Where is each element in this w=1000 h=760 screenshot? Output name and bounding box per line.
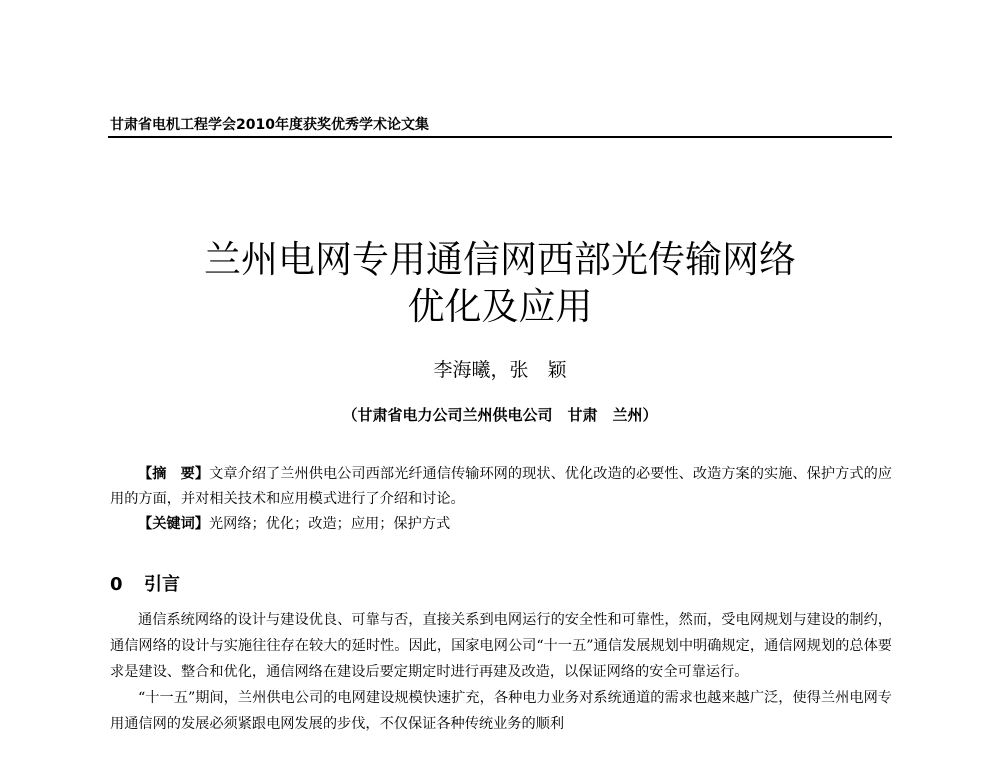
abstract-block — [110, 462, 892, 537]
authors: 李海曦，张 颖 — [433, 359, 567, 381]
keywords-text: 光网络；优化；改造；应用；保护方式 — [208, 516, 451, 532]
running-header: 甘肃省电机工程学会2010年度获奖优秀学术论文集 — [110, 117, 429, 133]
paper-title-line-1: 兰州电网专用通信网西部光传输网络 — [204, 238, 796, 281]
header-rule — [108, 136, 892, 138]
abstract-label: 【摘 要】 — [138, 466, 210, 482]
section-title: 引言 — [144, 574, 180, 595]
abstract-text: 文章介绍了兰州供电公司西部光纤通信传输环网的现状、优化改造的必要性、改造方案的实施、保护方式的应用的方面，并对相关技术和应用模式进行了介绍和讨论。 — [110, 466, 892, 507]
paragraph: 通信系统网络的设计与建设优良、可靠与否，直接关系到电网运行的安全性和可靠性，然而，受电网规划与建设的制约，通信网络的设计与实施往往存在较大的延时性。因此，国家电网公司“十一五”通信发展规划中明确规定，通信网规划的总体要求是建设、整合和优化，通信网络在建设后要定期定时进行再建及改造，以保证网络的安全可靠运行。 — [110, 612, 892, 680]
abstract — [110, 462, 892, 512]
keywords-label: 【关键词】 — [138, 516, 209, 532]
affiliation: （甘肃省电力公司兰州供电公司 甘肃 兰州） — [342, 406, 658, 424]
keywords — [110, 512, 892, 537]
paper-title-line-2: 优化及应用 — [407, 285, 593, 328]
section-number: 0 — [110, 574, 123, 595]
paragraph: “十一五”期间，兰州供电公司的电网建设规模快速扩充，各种电力业务对系统通道的需求也越来越广泛，使得兰州电网专用通信网的发展必须紧跟电网发展的步伐，不仅保证各种传统业务的顺利 — [110, 690, 892, 732]
body-text — [110, 607, 892, 737]
section-heading — [110, 570, 180, 596]
